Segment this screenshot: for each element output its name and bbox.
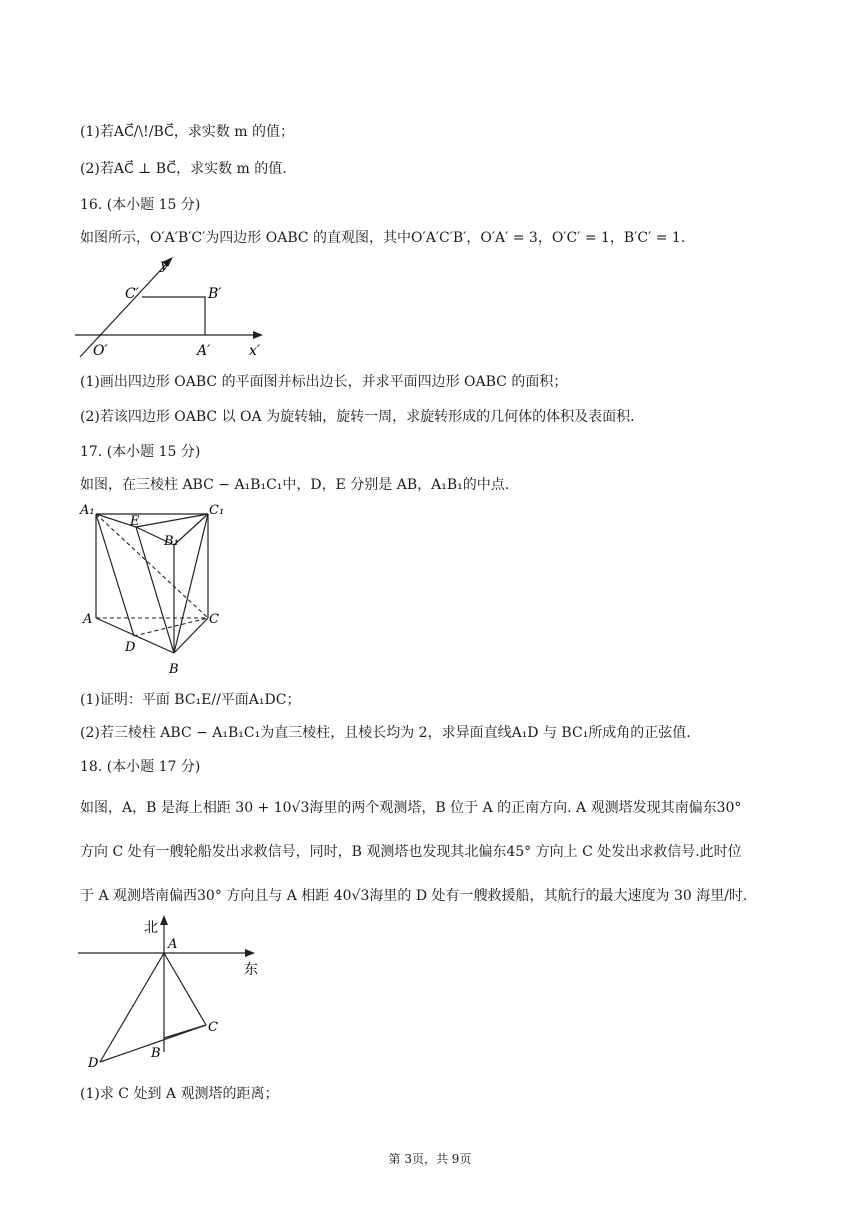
figure-16 xyxy=(75,255,275,365)
label-c1: C₁ xyxy=(209,503,225,518)
label-b-prime: B′ xyxy=(208,286,222,302)
label-c: C xyxy=(208,1020,218,1035)
heading-18: 18. (本小题 17 分) xyxy=(80,759,201,775)
label-o-prime: O′ xyxy=(93,343,108,359)
figure-16-svg xyxy=(75,255,275,365)
text-18-q1: (1)求 C 处到 A 观测塔的距离； xyxy=(80,1086,279,1102)
text-16-q2: (2)若该四边形 OABC 以 OA 为旋转轴，旋转一周，求旋转形成的几何体的体积及表面积. xyxy=(80,409,635,425)
label-east: 东 xyxy=(244,962,258,978)
label-y-prime: y′ xyxy=(160,257,172,273)
text-17-q1: (1)证明：平面 BC₁E//平面A₁DC； xyxy=(80,692,301,708)
label-d: D xyxy=(88,1056,99,1071)
label-b: B xyxy=(169,662,179,677)
text-18-line3: 于 A 观测塔南偏西30° 方向且与 A 相距 40√3海里的 D 处有一艘救援船，其航行的最大速度为 30 海里/时. xyxy=(80,888,748,904)
heading-17: 17. (本小题 15 分) xyxy=(80,444,201,460)
label-d: D xyxy=(125,640,136,655)
figure-18 xyxy=(78,910,268,1075)
line-15-1: (1)若AC⃗/\!/BC⃗，求实数 m 的值； xyxy=(80,124,294,140)
heading-16: 16. (本小题 15 分) xyxy=(80,197,201,213)
label-a: A xyxy=(168,937,178,952)
line-15-2: (2)若AC⃗ ⊥ BC⃗，求实数 m 的值. xyxy=(80,161,287,177)
label-north: 北 xyxy=(144,920,158,936)
label-b: B xyxy=(151,1046,161,1061)
page-footer: 第 3页，共 9页 xyxy=(388,1152,472,1166)
label-e: E xyxy=(130,514,140,529)
label-a: A xyxy=(83,612,93,627)
text-18-line2: 方向 C 处有一艘轮船发出求救信号，同时，B 观测塔也发现其北偏东45° 方向上 C 处发出求救信号.此时位 xyxy=(80,844,742,860)
text-17-stem: 如图，在三棱柱 ABC − A₁B₁C₁中，D，E 分别是 AB，A₁B₁的中点. xyxy=(80,477,510,493)
text-16-q1: (1)画出四边形 OABC 的平面图并标出边长，并求平面四边形 OABC 的面积； xyxy=(80,374,568,390)
text-17-q2: (2)若三棱柱 ABC − A₁B₁C₁为直三棱柱，且棱长均为 2，求异面直线A₁D 与 BC₁所成角的正弦值. xyxy=(80,725,691,741)
label-c: C xyxy=(209,612,219,627)
label-b1: B₁ xyxy=(164,534,179,549)
text-18-line1: 如图，A，B 是海上相距 30 + 10√3海里的两个观测塔，B 位于 A 的正南方向. A 观测塔发现其南偏东30° xyxy=(80,800,742,816)
figure-18-svg xyxy=(78,910,268,1075)
label-a1: A₁ xyxy=(80,503,95,518)
figure-17 xyxy=(78,500,238,680)
label-c-prime: C′ xyxy=(125,286,139,302)
label-a-prime: A′ xyxy=(197,343,211,359)
figure-17-svg xyxy=(78,500,238,680)
text-16-stem: 如图所示，O′A′B′C′为四边形 OABC 的直观图，其中O′A′C′B′，O′A′ = 3，O′C′ = 1，B′C′ = 1. xyxy=(80,230,686,246)
label-x-prime: x′ xyxy=(249,343,261,359)
